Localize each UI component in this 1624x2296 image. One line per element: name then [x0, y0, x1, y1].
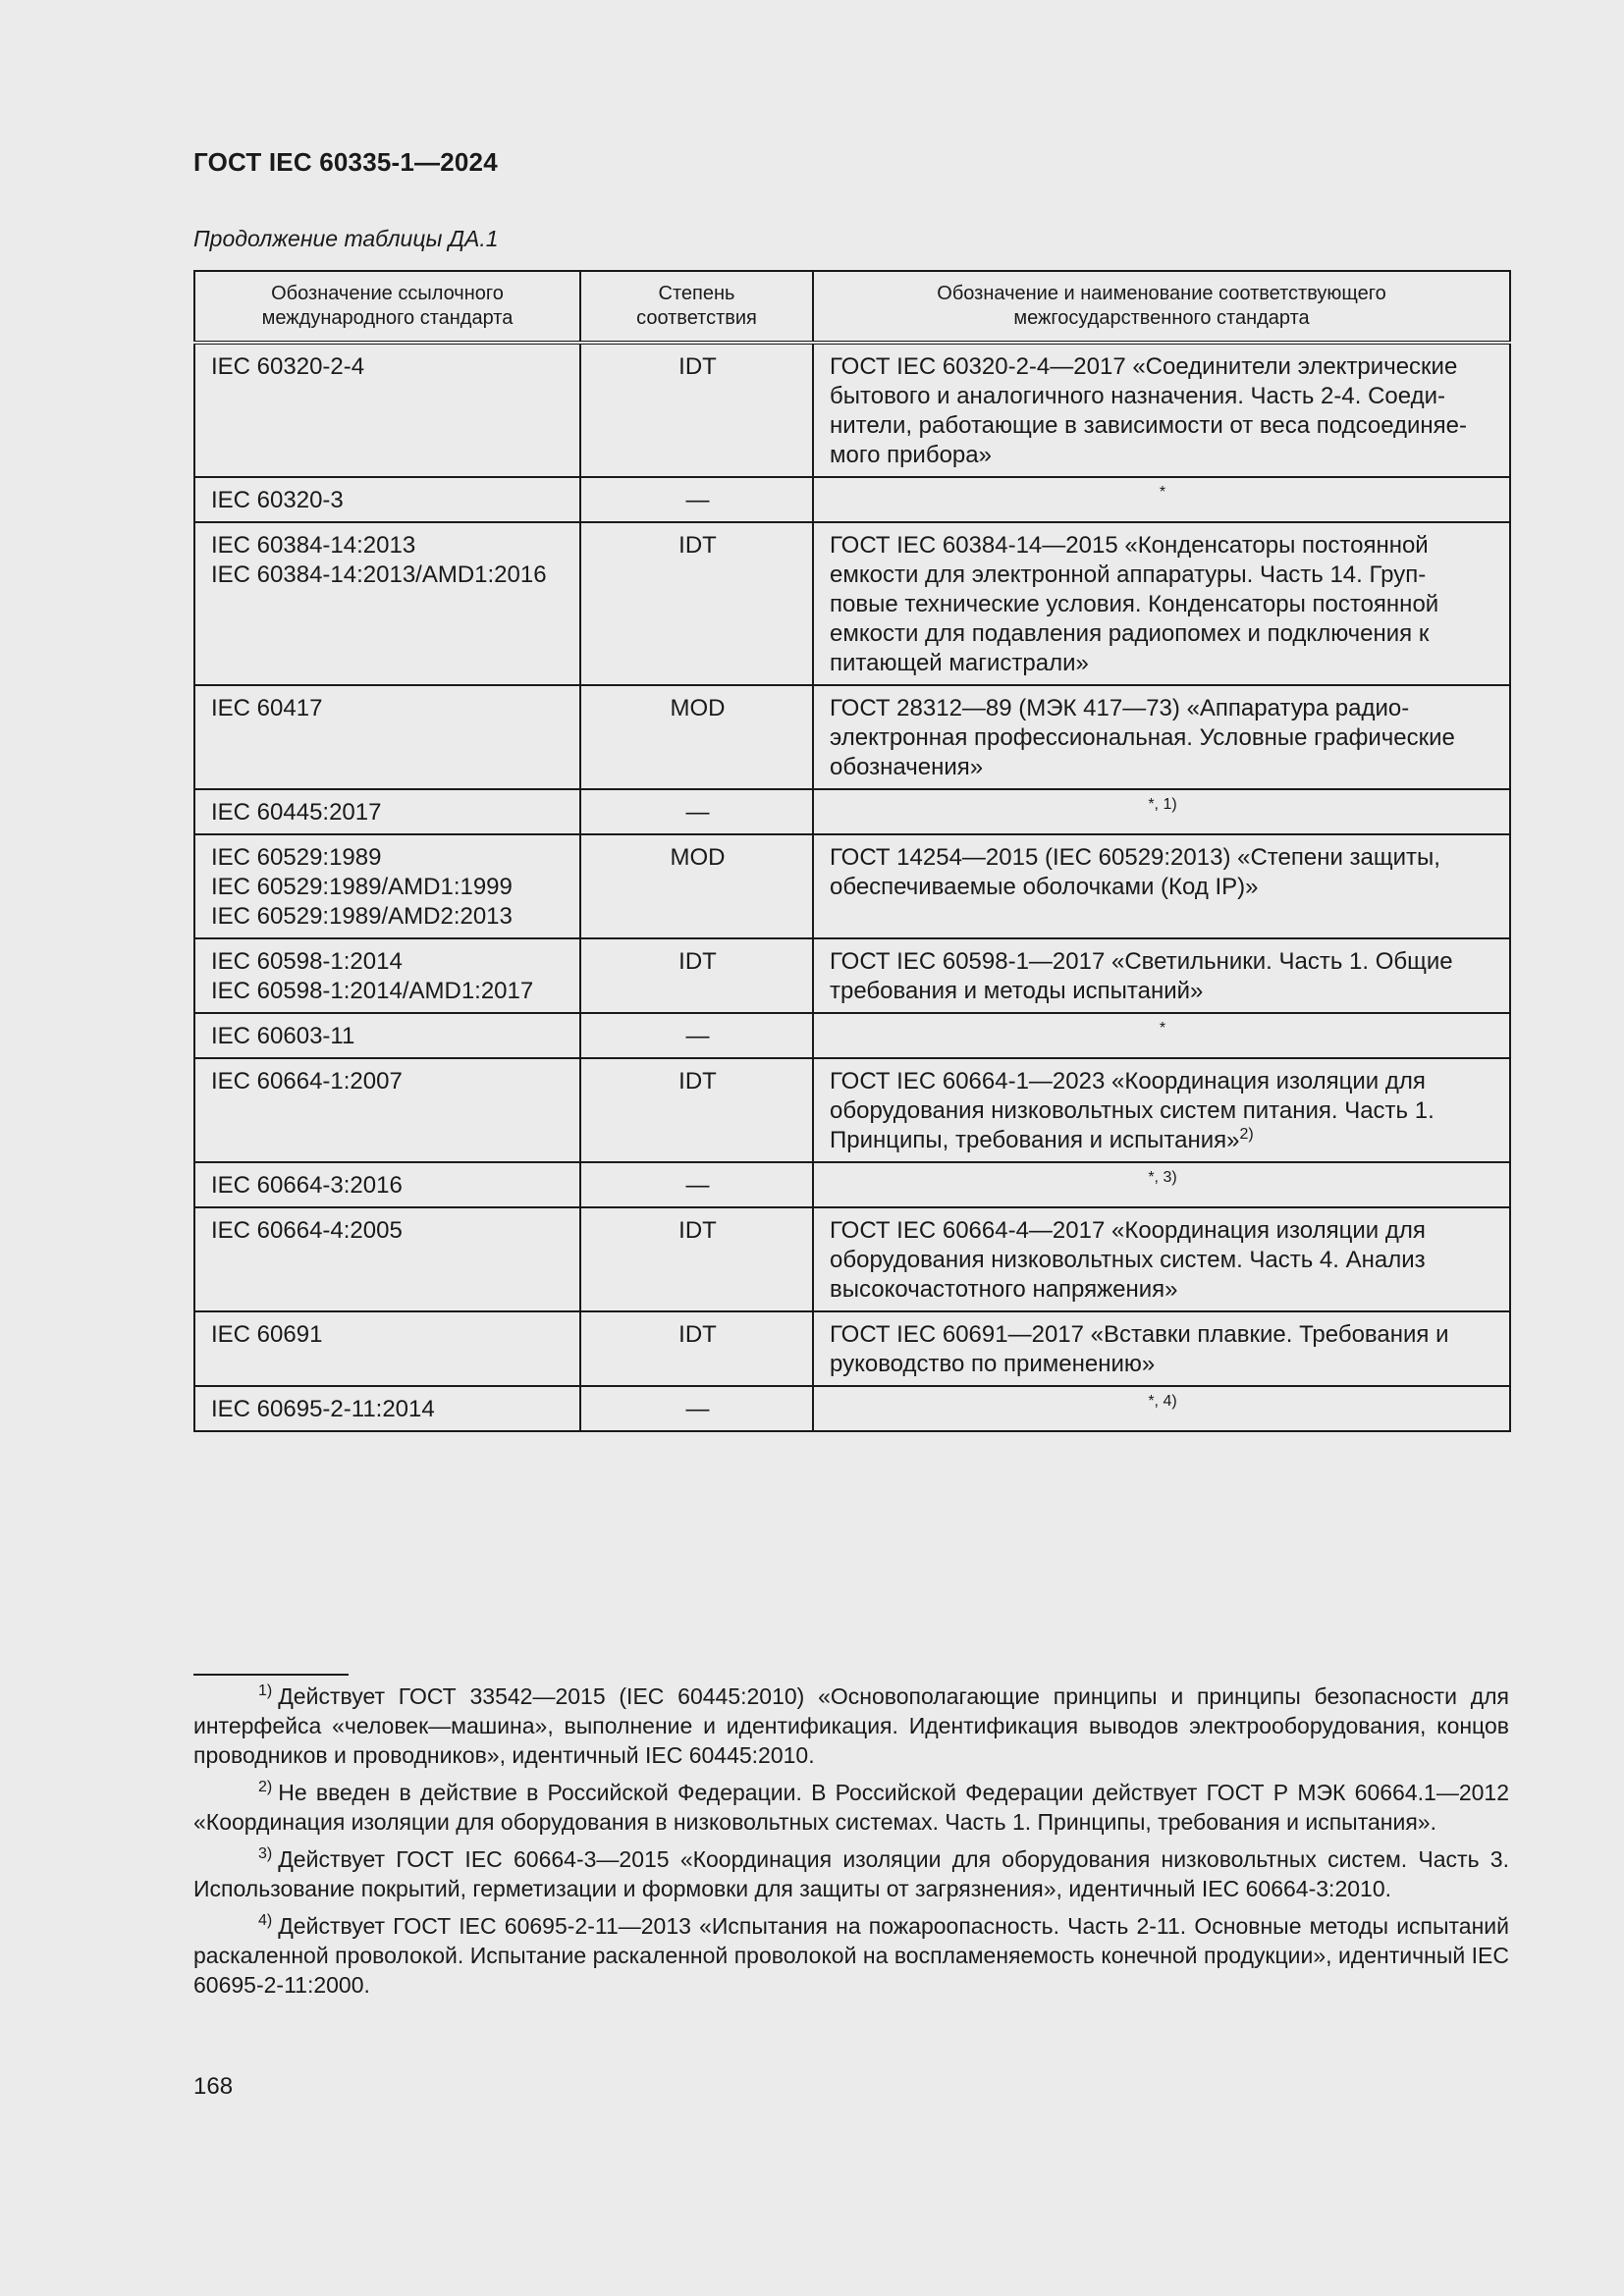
- table-row: [194, 1386, 1510, 1431]
- degree-cell: MOD: [580, 685, 813, 789]
- reference-standard: IEC 60598-1:2014/AMD1:2017: [211, 978, 534, 1004]
- table-row: [194, 1311, 1510, 1386]
- footnote-text: Действует ГОСТ IEC 60695-2-11—2013 «Испытания на пожароопасность. Часть 2-11. Основные методы испытаний раскаленной проволокой. Испытание раскаленной проволокой на воспламеняемость конечной продукции», идентичный IEC 60695-2-11:2000.: [193, 1913, 1509, 1998]
- national-standard-line: обеспечиваемые оболочками (Код IP)»: [830, 874, 1259, 900]
- note-mark: *: [1159, 484, 1166, 501]
- footnote-text: Действует ГОСТ 33542—2015 (IEC 60445:2010) «Основополагающие принципы и принципы безопасности для интерфейса «человек—машина», выполнение и идентификация. Идентификация выводов электрооборудования, концов проводников и проводников», идентичный IEC 60445:2010.: [193, 1683, 1509, 1768]
- table-header-row: [194, 271, 1510, 343]
- reference-standard-cell: [194, 1013, 580, 1058]
- reference-standard: IEC 60384-14:2013: [211, 532, 416, 559]
- national-standard-line: повые технические условия. Конденсаторы постоянной: [830, 591, 1439, 617]
- table-row: [194, 789, 1510, 834]
- reference-standard: IEC 60320-2-4: [211, 353, 365, 380]
- national-standard-line: ГОСТ IEC 60691—2017 «Вставки плавкие. Требования и: [830, 1321, 1449, 1348]
- reference-standard: IEC 60664-1:2007: [211, 1068, 403, 1095]
- national-standard-line: ГОСТ IEC 60384-14—2015 «Конденсаторы постоянной: [830, 532, 1429, 559]
- national-standard-line: ГОСТ IEC 60664-4—2017 «Координация изоляции для: [830, 1217, 1426, 1244]
- footnote-reference: 2): [1239, 1126, 1254, 1143]
- reference-standard: IEC 60695-2-11:2014: [211, 1396, 435, 1422]
- table-row: [194, 477, 1510, 522]
- national-standard-line: бытового и аналогичного назначения. Часть 2-4. Соеди-: [830, 383, 1445, 409]
- degree-cell: —: [580, 789, 813, 834]
- reference-standard: IEC 60529:1989/AMD1:1999: [211, 874, 513, 900]
- reference-standard: IEC 60417: [211, 695, 323, 721]
- note-cell: [813, 789, 1510, 834]
- table-row: [194, 1013, 1510, 1058]
- national-standard-line: мого прибора»: [830, 442, 992, 468]
- degree-cell: IDT: [580, 938, 813, 1013]
- table-row: [194, 834, 1510, 938]
- reference-standard-cell: [194, 789, 580, 834]
- reference-standard: IEC 60603-11: [211, 1023, 355, 1049]
- reference-standard: IEC 60529:1989: [211, 844, 382, 871]
- standards-table: [193, 270, 1511, 1432]
- note-cell: [813, 1162, 1510, 1207]
- reference-standard-cell: [194, 1058, 580, 1162]
- table-row: [194, 522, 1510, 685]
- national-standard-cell: [813, 522, 1510, 685]
- national-standard-line: требования и методы испытаний»: [830, 978, 1204, 1004]
- document-header: ГОСТ IEC 60335-1—2024: [193, 147, 498, 177]
- reference-standard-cell: [194, 1207, 580, 1311]
- national-standard-line: ГОСТ IEC 60320-2-4—2017 «Соединители электрические: [830, 353, 1458, 380]
- national-standard-line: ГОСТ IEC 60664-1—2023 «Координация изоляции для: [830, 1068, 1426, 1095]
- degree-cell: IDT: [580, 1058, 813, 1162]
- national-standard-cell: [813, 685, 1510, 789]
- reference-standard: IEC 60691: [211, 1321, 323, 1348]
- reference-standard-cell: [194, 938, 580, 1013]
- table-row: [194, 1058, 1510, 1162]
- national-standard-line: ГОСТ IEC 60598-1—2017 «Светильники. Часть 1. Общие: [830, 948, 1453, 975]
- national-standard-cell: [813, 1207, 1510, 1311]
- degree-cell: —: [580, 1013, 813, 1058]
- footnote-separator: [193, 1674, 349, 1676]
- note-mark: *, 1): [1148, 796, 1177, 813]
- footnote-mark: 1): [258, 1682, 273, 1699]
- footnote-mark: 4): [258, 1912, 273, 1929]
- degree-cell: —: [580, 1386, 813, 1431]
- reference-standard-cell: [194, 1386, 580, 1431]
- degree-cell: —: [580, 477, 813, 522]
- footnotes: [193, 1682, 1509, 2007]
- reference-standard: IEC 60529:1989/AMD2:2013: [211, 903, 513, 930]
- footnote: [193, 1911, 1509, 2000]
- national-standard-line: оборудования низковольтных систем. Часть 4. Анализ: [830, 1247, 1426, 1273]
- degree-cell: IDT: [580, 343, 813, 477]
- reference-standard: IEC 60384-14:2013/AMD1:2016: [211, 561, 547, 588]
- degree-cell: —: [580, 1162, 813, 1207]
- reference-standard: IEC 60664-4:2005: [211, 1217, 403, 1244]
- reference-standard-cell: [194, 1311, 580, 1386]
- national-standard-cell: [813, 1311, 1510, 1386]
- footnote: [193, 1844, 1509, 1903]
- note-mark: *, 3): [1148, 1169, 1177, 1186]
- reference-standard-cell: [194, 685, 580, 789]
- table-row: [194, 685, 1510, 789]
- reference-standard-cell: [194, 477, 580, 522]
- national-standard-line: электронная профессиональная. Условные графические: [830, 724, 1455, 751]
- degree-cell: IDT: [580, 522, 813, 685]
- national-standard-cell: [813, 343, 1510, 477]
- national-standard-cell: [813, 1058, 1510, 1162]
- reference-standard: IEC 60445:2017: [211, 799, 382, 826]
- reference-standard: IEC 60598-1:2014: [211, 948, 403, 975]
- column-header-reference: Обозначение ссылочного международного стандарта: [194, 271, 580, 343]
- reference-standard-cell: [194, 343, 580, 477]
- note-mark: *, 4): [1148, 1393, 1177, 1410]
- column-header-degree: Степень соответствия: [580, 271, 813, 343]
- table-row: [194, 938, 1510, 1013]
- page-number: 168: [193, 2073, 234, 2100]
- national-standard-line: руководство по применению»: [830, 1351, 1156, 1377]
- national-standard-line: ГОСТ 28312—89 (МЭК 417—73) «Аппаратура радио-: [830, 695, 1410, 721]
- column-header-national: Обозначение и наименование соответствующего межгосударственного стандарта: [813, 271, 1510, 343]
- national-standard-cell: [813, 834, 1510, 938]
- table-body: [194, 343, 1510, 1431]
- reference-standard: IEC 60320-3: [211, 487, 344, 513]
- footnote-mark: 3): [258, 1845, 273, 1862]
- note-cell: [813, 1013, 1510, 1058]
- national-standard-line: емкости для электронной аппаратуры. Часть 14. Груп-: [830, 561, 1427, 588]
- national-standard-line: высокочастотного напряжения»: [830, 1276, 1178, 1303]
- footnote-mark: 2): [258, 1779, 273, 1795]
- national-standard-line: нители, работающие в зависимости от веса подсоединяе-: [830, 412, 1468, 439]
- reference-standard-cell: [194, 1162, 580, 1207]
- table-row: [194, 1162, 1510, 1207]
- table-row: [194, 1207, 1510, 1311]
- national-standard-line: питающей магистрали»: [830, 650, 1089, 676]
- national-standard-line: емкости для подавления радиопомех и подключения к: [830, 620, 1430, 647]
- footnote: [193, 1778, 1509, 1837]
- footnote-text: Действует ГОСТ IEC 60664-3—2015 «Координация изоляции для оборудования низковольтных систем. Часть 3. Использование покрытий, герметизации и формовки для защиты от загрязнения», идентичный IEC 60664-3:2010.: [193, 1846, 1509, 1901]
- national-standard-line: обозначения»: [830, 754, 984, 780]
- reference-standard: IEC 60664-3:2016: [211, 1172, 403, 1199]
- note-cell: [813, 477, 1510, 522]
- national-standard-line: ГОСТ 14254—2015 (IEC 60529:2013) «Степени защиты,: [830, 844, 1440, 871]
- reference-standard-cell: [194, 834, 580, 938]
- national-standard-cell: [813, 938, 1510, 1013]
- degree-cell: MOD: [580, 834, 813, 938]
- national-standard-line: оборудования низковольтных систем питания. Часть 1.: [830, 1097, 1435, 1124]
- footnote: [193, 1682, 1509, 1770]
- table-caption: Продолжение таблицы ДА.1: [193, 226, 499, 251]
- footnote-text: Не введен в действие в Российской Федерации. В Российской Федерации действует ГОСТ Р МЭК 60664.1—2012 «Координация изоляции для оборудования в низковольтных системах. Часть 1. Принципы, требования и испытания».: [193, 1780, 1509, 1835]
- note-cell: [813, 1386, 1510, 1431]
- table-row: [194, 343, 1510, 477]
- degree-cell: IDT: [580, 1311, 813, 1386]
- national-standard-line: Принципы, требования и испытания»: [830, 1127, 1240, 1153]
- note-mark: *: [1159, 1020, 1166, 1037]
- reference-standard-cell: [194, 522, 580, 685]
- degree-cell: IDT: [580, 1207, 813, 1311]
